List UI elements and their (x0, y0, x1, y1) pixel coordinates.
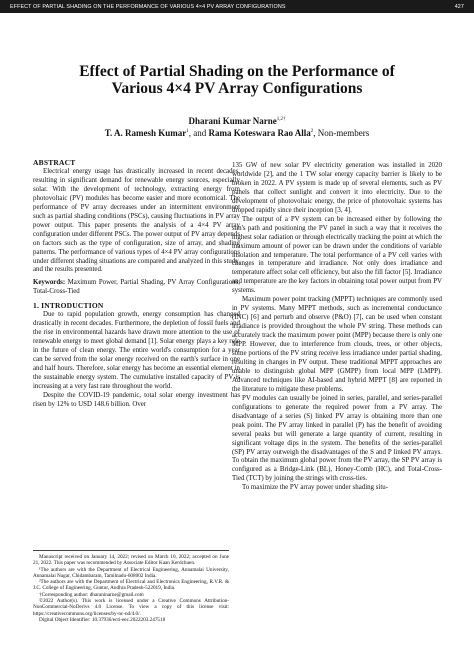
left-column (33, 158, 240, 410)
body-paragraph-5: To maximize the PV array power under shading situ- (242, 484, 388, 492)
body-paragraph-4: PV modules can usually be joined in series, parallel, and series-parallel configurations to generate the required power from a PV array. The disadvantage of a series (S) linked PV array is obtaining more than one peak point. The PV array linked in parallel (P) has the benefit of avoiding several peaks but will generate a large quantity of current, resulting in significant voltage dips in the system. The benefits of the series-parallel (SP) PV array outweigh the disadvantages of the S and P linked PV arrays. To obtain the maximum global power from the PV array, the SP PV array is configured as a Bridge-Link (BL), Honey-Comb (HC), and Total-Cross-Tied (TCT) by joining the strings with cross-ties. (232, 394, 442, 483)
author-1-affiliation: 1,2† (276, 117, 286, 122)
running-header (0, 0, 474, 13)
introduction-heading: 1. INTRODUCTION (33, 301, 104, 311)
page-number: 427 (454, 3, 464, 10)
keywords-text: Maximum Power, Partial Shading, PV Array Configurations, Total-Cross-Tied (33, 279, 240, 296)
body-paragraph-1: 135 GW of new solar PV electricity generation was installed in 2020 worldwide [2], and the 1 TW solar energy capacity barrier is likely to be broken in 2022. A PV system is made up of several elements, such as PV panels that collect sunlight and convert it into electricity. Due to the development of photovoltaic energy, the price of photovoltaic systems has dropped rapidly since their inception [3, 4]. (232, 162, 442, 214)
author-2: T. A. Ramesh Kumar (104, 128, 187, 138)
footnote-doi: Digital Object Identifier: 10.37936/ecti-eec.2022203.247518 (39, 616, 166, 623)
abstract-text: Electrical energy usage has drastically increased in recent decades, resulting in significant demand for renewable energy sources, especially solar. With the development of technology, extracting energy from photovoltaic (PV) modules has become easier and more economical. The performance of PV array decreases under an intermittent environment such as partial shading conditions (PSCs), causing fluctuations in PV array power output. This paper presents the analysis of a 4×4 PV array configuration under different PSCs. The power output of PV array depends on factors such as the type of configuration, size of array, and shading patterns. The performance of various types of 4×4 PV array configurations under different shading situations are compared and analyzed in this study, and the results presented. (33, 168, 240, 274)
footnotes (33, 550, 229, 623)
intro-paragraph-1: Due to rapid population growth, energy consumption has changed drastically in recent decades. Furthermore, the depletion of fossil fuels and the rise in environmental hazards have drawn more attention to the use of renewable energy to meet global demand [1]. Solar energy plays a key role in the future of clean energy. The entire world's consumption for a year can be served from the solar energy received on the earth's surface in one and half hours. Therefore, solar energy has become an essential element in the sustainable energy system. The cumulative installed capacity of PV is increasing at a very fast rate throughout the world. (33, 311, 240, 390)
running-title: EFFECT OF PARTIAL SHADING ON THE PERFORMANCE OF VARIOUS 4×4 PV ARRAY CONFIGURATIONS (10, 3, 286, 10)
footnote-license: ©2022 Author(s). This work is licensed under a Creative Commons Attribution-NonCommercial-NoDerivs 4.0 License. To view a copy of this license visit: https://creativecommons.org/licenses/by-nc-nd/4.0/. (33, 598, 229, 617)
author-1: Dharani Kumar Narne (188, 116, 277, 126)
keywords (33, 279, 240, 297)
right-column (232, 162, 442, 493)
abstract-heading: ABSTRACT (33, 158, 76, 167)
paper-title (20, 63, 454, 97)
author-3-affiliation: 2 (310, 129, 314, 134)
body-paragraph-2: The output of a PV system can be increased either by following the sun's path and positioning the PV panel in such a way that it receives the highest solar radiation or through electrically tracking the point at which the maximum amount of power can be drawn under the conditions of variable insolation and temperature. The total performance of a PV cell varies with changes in temperature and irradiance. Not only does irradiance and temperature affect solar cell efficiency, but also the fill factor [5]. Irradiance and temperature are the key factors in obtaining total power output from PV systems. (232, 215, 442, 295)
author-conjunction: , and (188, 128, 209, 138)
membership-note: , Non-members (313, 128, 370, 138)
footnote-affiliation-1: ¹The authors are with the Department of Electrical Engineering, Annamalai University, Annamalai Nagar, Chidambaram, Tamilnadu-608002 India. (33, 566, 229, 579)
author-2-affiliation: 1 (186, 129, 189, 134)
body-paragraph-3: Maximum power point tracking (MPPT) techniques are commonly used in PV systems. Many MPPT methods, such as incremental conductance (INC) [6] and perturb and observe (P&O) [7], can be used when constant irradiance is provided throughout the whole PV string. These methods can accurately track the maximum power point (MPP) because there is only one MPP. However, due to interference from clouds, trees, or other objects, some portions of the PV string receive less irradiance under partial shading, resulting in changes in PV output. These traditional MPPT approaches are unable to distinguish global MPP (GMPP) from local MPP (LMPP). Advanced techniques like AI-based and hybrid MPPT [8] are reported in the literature to mitigate these problems. (232, 296, 442, 393)
title-line-2: Various 4×4 PV Array Configurations (111, 80, 363, 97)
author-3: Rama Koteswara Rao Alla (208, 128, 311, 138)
author-list (20, 115, 454, 139)
footnote-manuscript: Manuscript received on January 14, 2022; revised on March 10, 2022; accepted on June 21, 2022. This paper was recommended by Associate Editor Kaan Kerdchuen. (33, 554, 229, 567)
keywords-label: Keywords: (33, 279, 66, 287)
footnote-corresponding: †Corresponding author: dharaninarne@gmail.com (39, 591, 144, 598)
intro-paragraph-2: Despite the COVID-19 pandemic, total solar energy investment has risen by 12% to USD 148.6 billion. Over (33, 391, 240, 408)
title-line-1: Effect of Partial Shading on the Performance of (79, 63, 395, 80)
footnote-affiliation-2: ²The authors are with the Department of Electrical and Electronics Engineering, R.V.R. & J.C. College of Engineering, Guntur, Andhra Pradesh-522019, India. (33, 579, 229, 592)
